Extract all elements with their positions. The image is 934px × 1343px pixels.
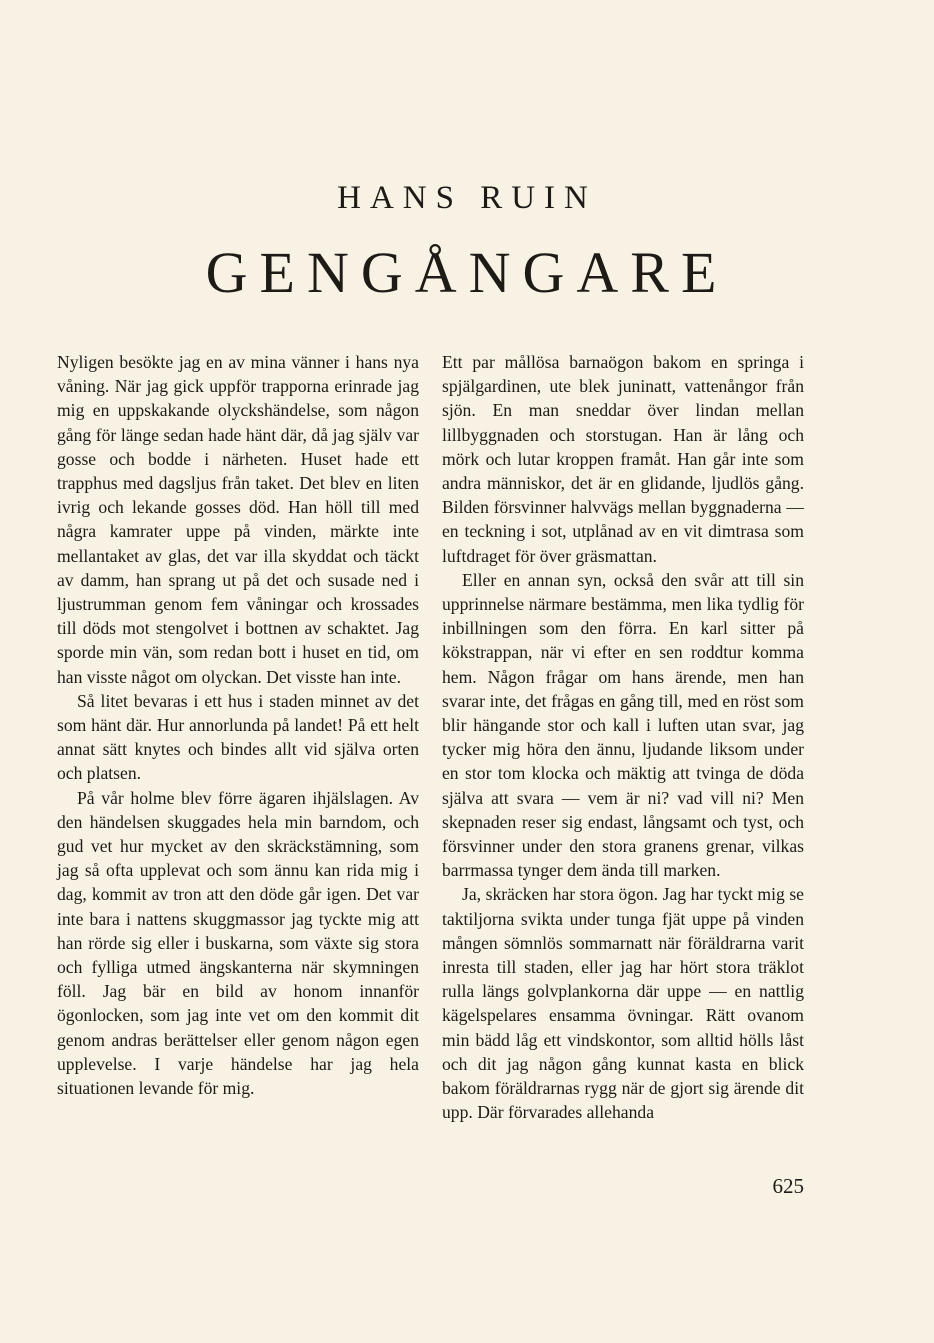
paragraph: Nyligen besökte jag en av mina vänner i hans nya våning. När jag gick uppför trapporna erinrade jag mig en uppskakande olyckshändelse, som någon gång för länge sedan hade hänt där, då jag själv var gosse och bodde i närheten. Huset hade ett trapphus med dagsljus från taket. Det blev en liten ivrig och lekande gosses död. Han höll till med några kamrater uppe på vinden, märkte inte mellantaket av glas, det var illa skyddat och täckt av damm, han sprang ut på det och susade ned i ljustrumman genom fem våningar och krossades till döds mot stengolvet i bottnen av schaktet. Jag sporde min vän, som redan bott i huset en tid, om han visste något om olyckan. Det visste han inte. (57, 352, 419, 687)
paragraph: Eller en annan syn, också den svår att till sin upprinnelse närmare bestämma, men lika tydlig för inbillningen som den förra. En karl sitter på kökstrappan, när vi efter en sen roddtur komma hem. Någon frågar om hans ärende, men han svarar inte, det frågas en gång till, med en röst som blir hängande stor och kall i luften utan svar, jag tycker mig höra den ännu, ljudande liksom under en stor tom klocka och mäktig att tvinga de döda själva att svara — vem är ni? vad vill ni? Men skepnaden reser sig endast, långsamt och tyst, och försvinner under den stora granens grenar, vilkas barrmassa tynger dem ända till marken. (442, 569, 804, 881)
paragraph: Ja, skräcken har stora ögon. Jag har tyckt mig se taktiljorna svikta under tunga fjät uppe på vinden mången sömnlös sommarnatt när föräldrarna varit inresta till staden, eller jag har hört stora träklot rulla längs golvplankorna där uppe — en nattlig kägelspelares ensamma övningar. Rätt ovanom min bädd låg ett vindskontor, som alltid hölls låst och dit jag någon gång kunnat kasta en blick bakom föräldrarnas rygg när de gjort sig ärende dit upp. Där förvarades allehanda (442, 884, 804, 1123)
page-title: GENGÅNGARE (205, 240, 729, 305)
right-column (442, 350, 804, 1125)
paragraph: Så litet bevaras i ett hus i staden minnet av det som hänt där. Hur annorlunda på landet! På ett helt annat sätt knytes och bindes allt vid själva orten och platsen. (57, 690, 419, 784)
page-number: 625 (772, 1174, 804, 1198)
paragraph: Ett par mållösa barnaögon bakom en springa i spjälgardinen, ute blek juninatt, vattenångor från sjön. En man sneddar över lindan mellan lillbyggnaden och storstugan. Han är lång och mörk och lutar kroppen framåt. Han går inte som andra människor, det är en glidande, ljudlös gång. Bilden försvinner halvvägs mellan byggnaderna — en teckning i sot, utplånad av en vit dimtrasa som luftdraget för över gräsmattan. (442, 352, 804, 566)
author-name: HANS RUIN (337, 180, 597, 216)
paragraph: På vår holme blev förre ägaren ihjälslagen. Av den händelsen skuggades hela min barndom, och gud vet hur mycket av den skräckstämning, som jag så ofta upplevat och som ännu kan rida mig i dag, kommit av tron att den döde går igen. Det var inte bara i nattens skuggmassor jag tyckte mig att han rörde sig eller i buskarna, som växte sig stora och fylliga utmed ängskanterna när skymningen föll. Jag bär en bild av honom innanför ögonlocken, som jag inte vet om den kommit dit genom andras berättelser eller genom någon egen upplevelse. I varje händelse har jag hela situationen levande för mig. (57, 787, 419, 1099)
left-column (57, 350, 419, 1100)
